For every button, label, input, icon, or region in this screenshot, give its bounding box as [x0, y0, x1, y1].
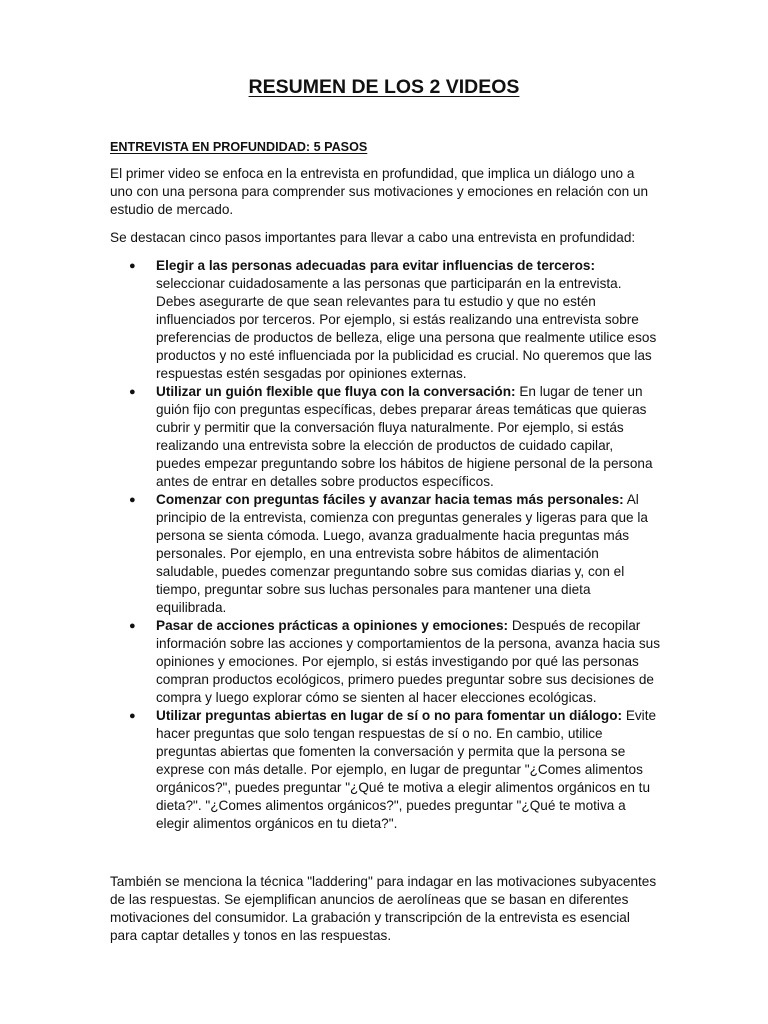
document-body	[110, 138, 660, 955]
step-title: Comenzar con preguntas fáciles y avanzar hacia temas más personales:	[156, 492, 624, 507]
bullet-icon: ●	[129, 710, 136, 722]
bullet-icon: ●	[129, 260, 136, 272]
step-body: Evite hacer preguntas que solo tengan respuestas de sí o no. En cambio, utilice preguntas abiertas que fomenten la conversación y permita que la persona se exprese con más detalle. Por ejemplo, en lugar de preguntar "¿Comes alimentos orgánicos?", puedes preguntar "¿Qué te motiva a elegir alimentos orgánicos en tu dieta?". "¿Comes alimentos orgánicos?", puedes preguntar "¿Qué te motiva a elegir alimentos orgánicos en tu dieta?".	[156, 708, 657, 831]
document-title: RESUMEN DE LOS 2 VIDEOS	[248, 76, 520, 98]
step-title: Utilizar un guión flexible que fluya con la conversación:	[156, 384, 516, 399]
step-body: Después de recopilar información sobre las acciones y comportamientos de la persona, avanza hacia sus opiniones y emociones. Por ejemplo, si estás investigando por qué las personas compran productos ecológicos, primero puedes preguntar sobre sus decisiones de compra y luego explorar cómo se sienten al hacer elecciones ecológicas.	[156, 618, 660, 705]
step-body: Al principio de la entrevista, comienza con preguntas generales y ligeras para que la persona se sienta cómoda. Luego, avanza gradualmente hacia preguntas más personales. Por ejemplo, en una entrevista sobre hábitos de alimentación saludable, puedes comenzar preguntando sobre sus comidas diarias y, con el tiempo, preguntar sobre sus luchas personales para mantener una dieta equilibrada.	[156, 492, 648, 615]
closing-paragraph: También se menciona la técnica "laddering" para indagar en las motivaciones subyacentes de las respuestas. Se ejemplifican anuncios de aerolíneas que se basan en diferentes motivaciones del consumidor. La grabación y transcripción de la entrevista es esencial para captar detalles y tonos en las respuestas.	[110, 874, 657, 943]
bullet-icon: ●	[129, 494, 136, 506]
bullet-icon: ●	[129, 386, 136, 398]
list-item	[129, 383, 660, 491]
list-item	[129, 617, 660, 707]
intro-paragraph: El primer video se enfoca en la entrevista en profundidad, que implica un diálogo uno a uno con una persona para comprender sus motivaciones y emociones en relación con un estudio de mercado.	[110, 166, 649, 217]
section-heading: ENTREVISTA EN PROFUNDIDAD: 5 PASOS	[110, 140, 368, 154]
steps-intro-paragraph: Se destacan cinco pasos importantes para llevar a cabo una entrevista en profundidad:	[110, 230, 636, 245]
list-item	[129, 491, 660, 617]
list-item	[129, 257, 660, 383]
step-title: Pasar de acciones prácticas a opiniones y emociones:	[156, 618, 509, 633]
step-body: En lugar de tener un guión fijo con preguntas específicas, debes preparar áreas temáticas que quieras cubrir y permitir que la conversación fluya naturalmente. Por ejemplo, si estás realizando una entrevista sobre la elección de productos de cuidado capilar, puedes empezar preguntando sobre los hábitos de higiene personal de la persona antes de entrar en detalles sobre productos específicos.	[156, 384, 653, 489]
step-title: Utilizar preguntas abiertas en lugar de sí o no para fomentar un diálogo:	[156, 708, 623, 723]
step-title: Elegir a las personas adecuadas para evitar influencias de terceros:	[156, 258, 595, 273]
steps-list	[110, 257, 660, 833]
bullet-icon: ●	[129, 620, 136, 632]
step-body: seleccionar cuidadosamente a las personas que participarán en la entrevista. Debes asegurarte de que sean relevantes para tu estudio y que no estén influenciados por terceros. Por ejemplo, si estás realizando una entrevista sobre preferencias de productos de belleza, elige una persona que realmente utilice esos productos y no esté influenciada por la publicidad es crucial. No queremos que las respuestas estén sesgadas por opiniones externas.	[156, 276, 657, 381]
list-item	[129, 707, 660, 833]
